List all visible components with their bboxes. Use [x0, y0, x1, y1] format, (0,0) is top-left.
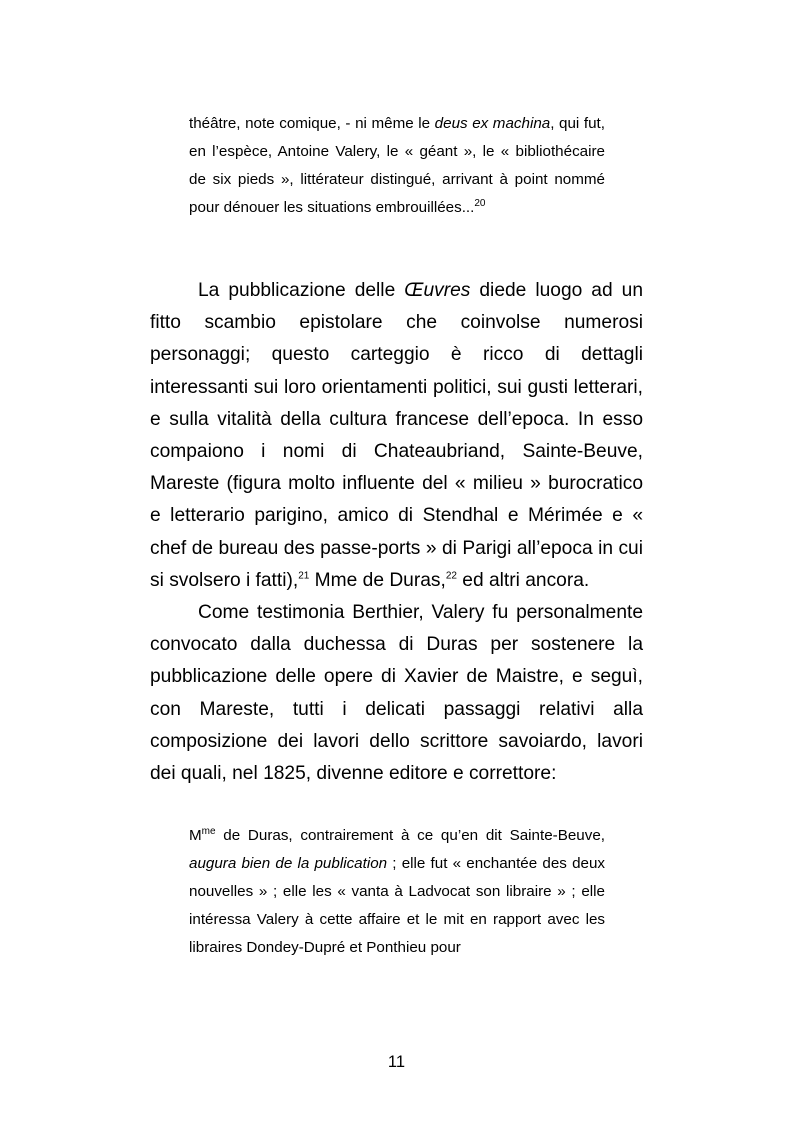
paragraph-2: Come testimonia Berthier, Valery fu personalmente convocato dalla duchessa di Duras per sostenere la pubblicazione delle opere di Xavier de Maistre, e seguì, con Mareste, tutti i delicati passaggi relativi alla composizione dei lavori dello scrittore savoiardo, lavori dei quali, nel 1825, divenne editore e correttore:	[150, 602, 643, 785]
quote-2-part-4: ; elle fut « enchantée des deux nouvelles » ; elle les « vanta à Ladvocat son libraire » ; elle intéressa Valery à cette affaire et le mit en rapport avec les libraires Dondey-Dupré et Ponthieu pour	[189, 855, 606, 956]
footnote-ref-20: 20	[474, 197, 486, 209]
quote-2-text	[189, 822, 605, 962]
quote-1-part-3: , qui fut, en l’espèce, Antoine Valery, le « géant », le « bibliothécaire de six pieds », littérateur distingué, arrivant à point nommé pour dénouer les situations embrouillées...	[189, 115, 605, 216]
paragraph-1-part-1: La pubblicazione delle	[198, 280, 405, 301]
footnote-ref-21: 21	[298, 570, 310, 582]
quote-2-part-2: de Duras, contrairement à ce qu’en dit Sainte-Beuve,	[215, 827, 605, 844]
quote-2-superscript: me	[201, 825, 216, 837]
quote-2-italic: augura bien de la publication	[189, 855, 388, 872]
paragraph-1-part-5: ed altri ancora.	[456, 569, 590, 591]
quote-1-italic: deus ex machina	[434, 115, 551, 132]
quote-1-text	[189, 110, 605, 222]
main-text	[150, 275, 643, 790]
paragraph-1	[150, 275, 643, 597]
page-number: 11	[387, 1053, 406, 1071]
paragraph-1-part-4: Mme de Duras,	[309, 569, 446, 591]
block-quote-2	[189, 822, 605, 962]
quote-1-part-1: théâtre, note comique, - ni même le	[189, 115, 435, 132]
quote-2-part-1: M	[189, 827, 202, 844]
paragraph-1-part-3: diede luogo ad un fitto scambio epistolare che coinvolse numerosi personaggi; questo carteggio è ricco di dettagli interessanti sui loro orientamenti politici, sui gusti letterari, e sulla vitalità della cultura francese dell’epoca. In esso compaiono i nomi di Chateaubriand, Sainte-Beuve, Mareste (figura molto influente del « milieu » burocratico e letterario parigino, amico di Stendhal e Mérimée e « chef de bureau des passe-ports » di Parigi all’epoca in cui si svolsero i fatti),	[150, 280, 643, 591]
block-quote-1	[189, 110, 605, 222]
footnote-ref-22: 22	[445, 570, 457, 582]
paragraph-1-italic: Œuvres	[404, 280, 471, 301]
